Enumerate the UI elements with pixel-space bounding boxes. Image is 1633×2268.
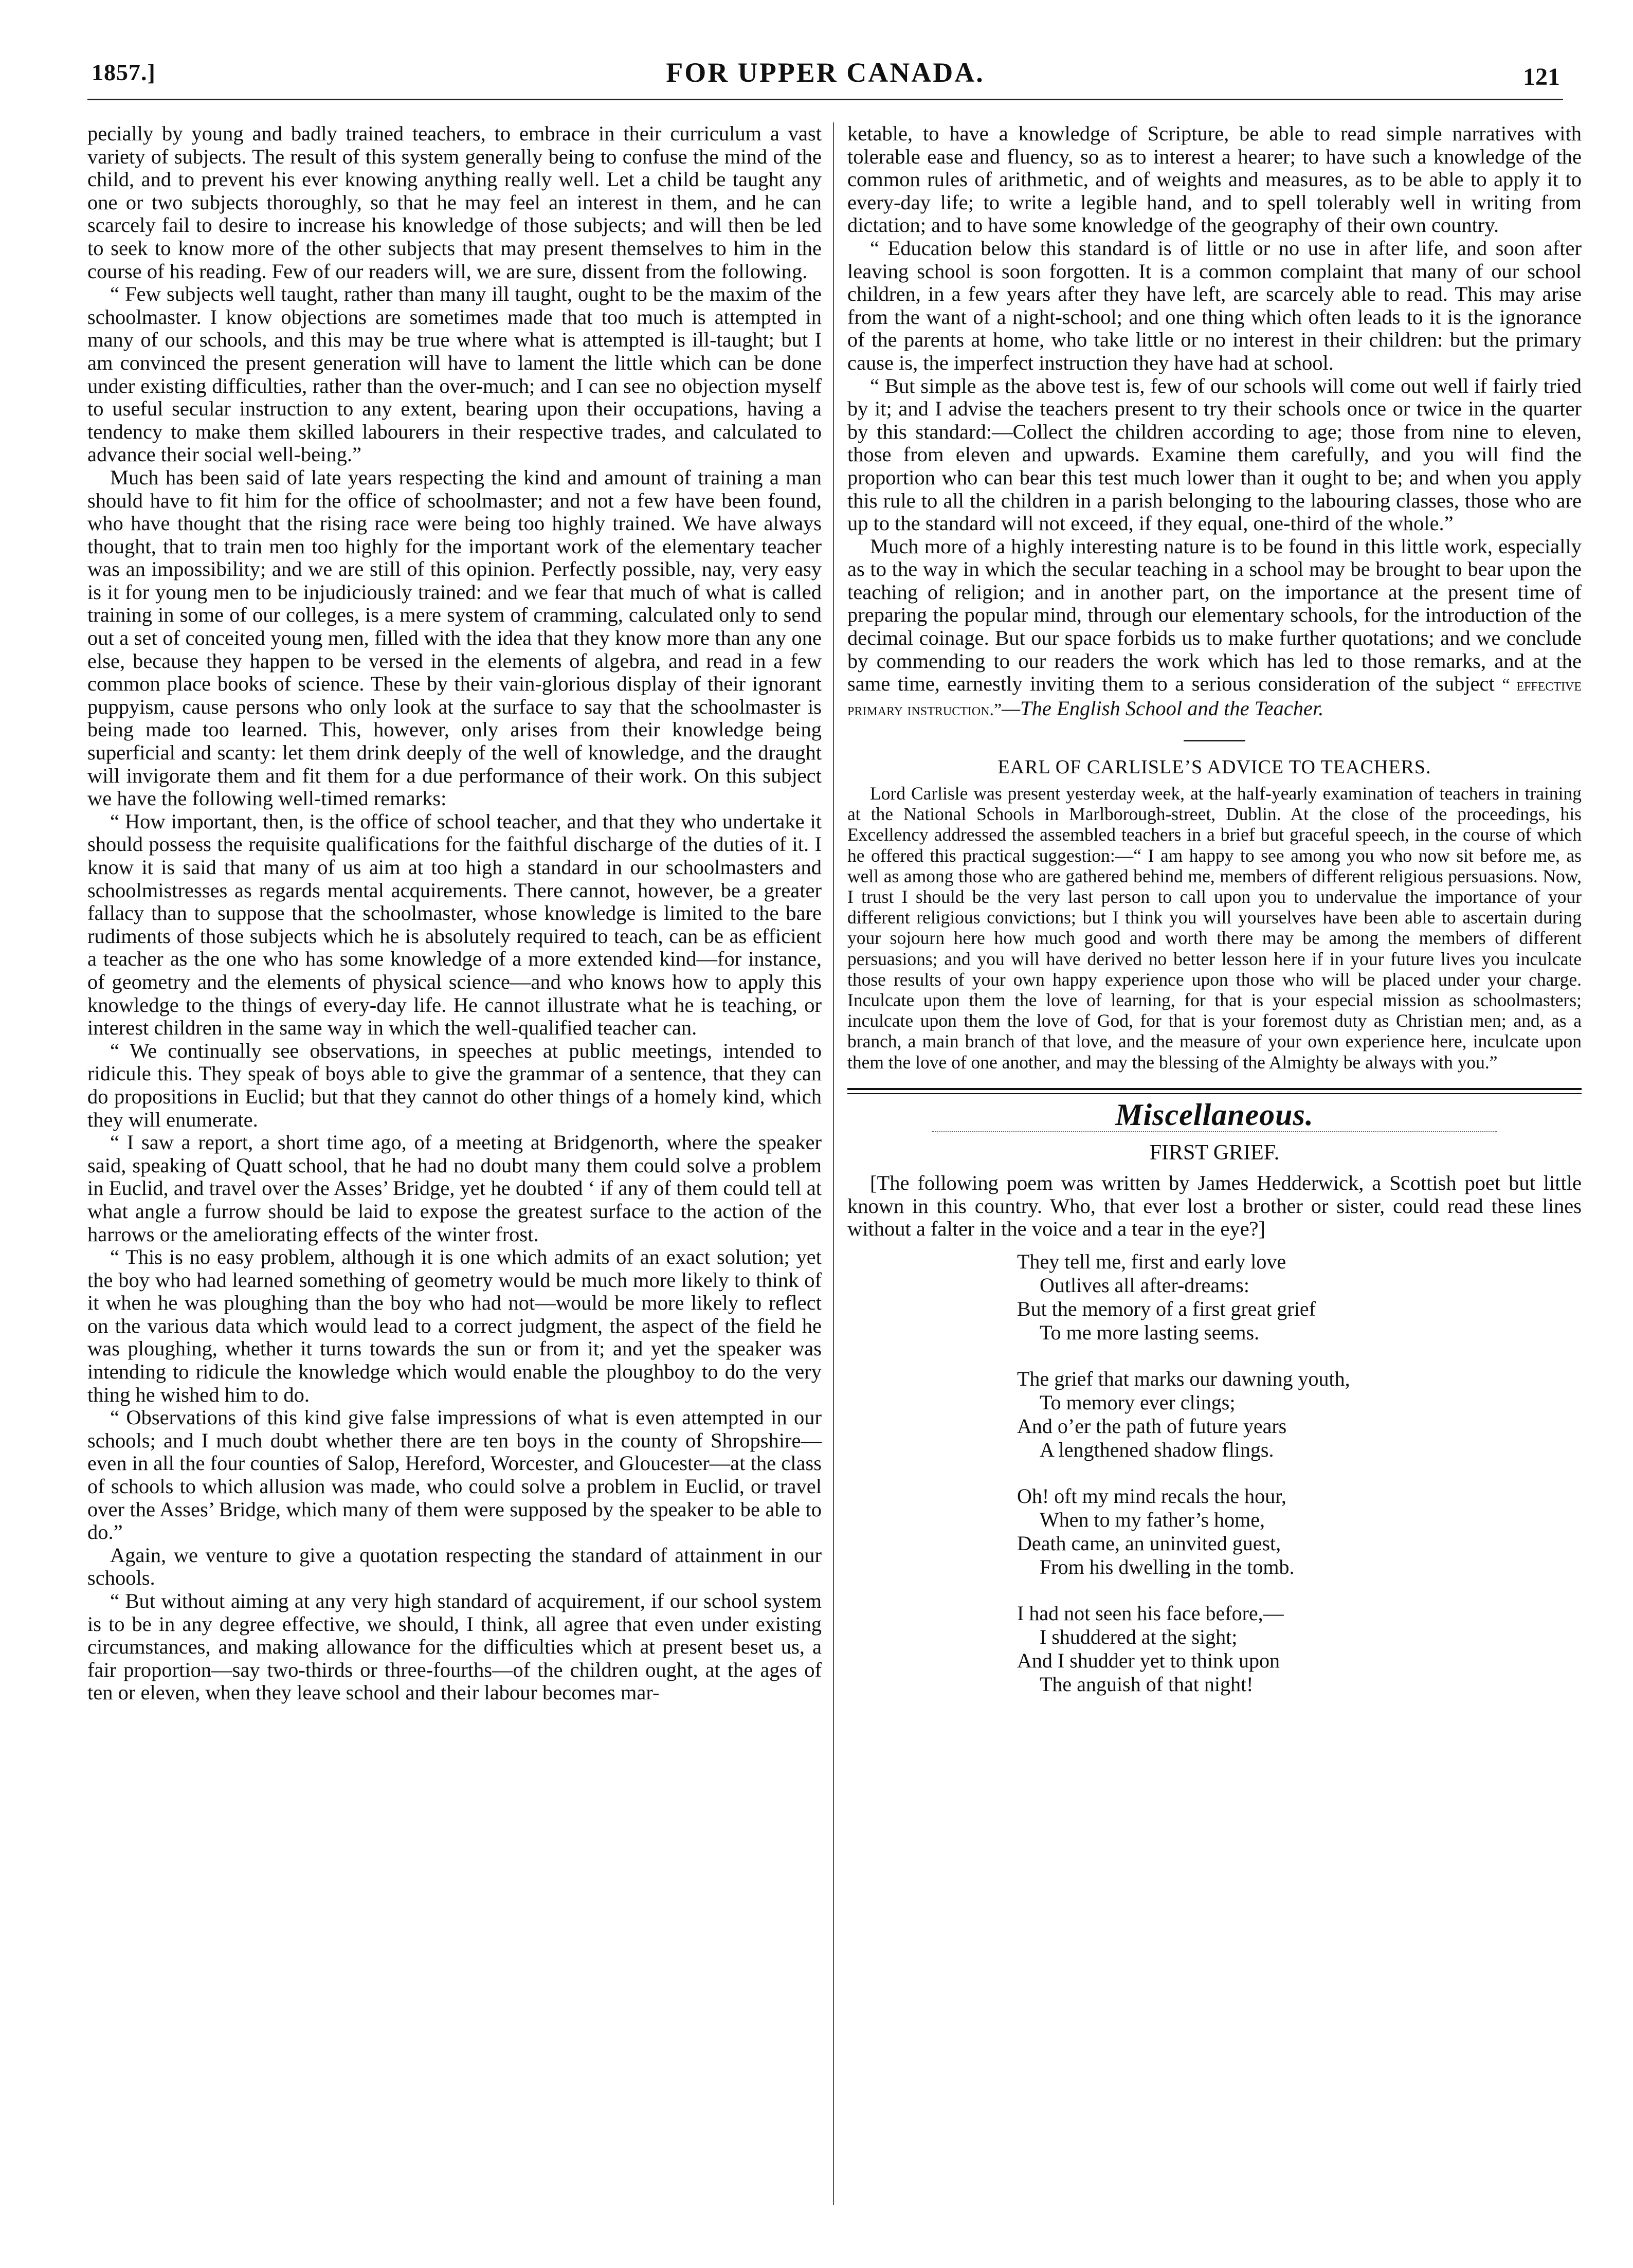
poem-line: And o’er the path of future years [1017, 1414, 1287, 1438]
poem-line: To memory ever clings; [1040, 1390, 1236, 1414]
poem-line: They tell me, first and early love [1017, 1249, 1286, 1273]
quote-paragraph: “ Education below this standard is of little or no use in after life, and soon after leaving school is soon forgotten. It is a common complaint that many of our school children, in a few years after they have left, are scarcely able to read. This may arise from the want of a night-school; and one thing which often leads to it is the ignorance of the parents at home, who take little or no interest in their children: but the primary cause is, the imperfect instruction they have had at school. [847, 236, 1582, 374]
poem-line: Death came, an uninvited guest, [1017, 1531, 1281, 1555]
poem-stanza [1017, 1367, 1582, 1462]
quote-paragraph: “ How important, then, is the office of school teacher, and that they who undertake it should possess the requisite qualifications for the faithful discharge of the duties of it. I know it is said that many of us aim at too high a standard in our schoolmasters and schoolmistresses as regards mental acquirements. There cannot, however, be a greater fallacy than to suppose that the schoolmaster, whose knowledge is limited to the bare rudiments of those subjects which he is absolutely required to teach, can be as efficient a teacher as the one who has some knowledge of a more extended kind—for instance, of geometry and the elements of physical science—and who knows how to apply this knowledge to the things of every-day life. He cannot illustrate what he is teaching, or interest children in the same way in which the well-qualified teacher can. [87, 809, 822, 1040]
poem-line: The grief that marks our dawning youth, [1017, 1367, 1350, 1390]
article-paragraph: Much has been said of late years respecting the kind and amount of training a man should have to fit him for the office of schoolmaster; and not a few have been found, who have thought that the rising race were being too highly trained. We have always thought, that to train men too highly for the important work of the elementary teacher was an impossibility; and we are still of this opinion. Perfectly possible, nay, very easy is it for young men to be injudiciously trained: and we fear that much of what is called training in some of our colleges, is a mere system of cramming, calculated only to send out a set of conceited young men, filled with the idea that they know more than any one else, because they happen to be versed in the elements of algebra, and read in a few common place books of science. These by their vain-glorious display of their ignorant puppyism, cause persons who only look at the surface to say that the schoolmaster is being made too learned. This, however, only arises from their knowledge being superficial and scanty: let them drink deeply of the well of knowledge, and the draught will invigorate them and fit them for a due performance of their work. On this subject we have the following well-timed remarks: [87, 465, 822, 810]
double-rule [847, 1088, 1582, 1094]
right-column [847, 122, 1582, 1719]
poem-line: I shuddered at the sight; [1040, 1625, 1238, 1648]
quote-paragraph: “ This is no easy problem, although it is one which admits of an exact solution; yet the boy who had learned something of geometry would be much more likely to think of it when he was ploughing than the boy who had not—would be more likely to reflect on the various data which would lead to a correct judgment, the aspect of the field he was ploughing, whether it turns towards the sun or from it; and yet the speaker was intending to ridicule the knowledge which would enable the ploughboy to do the very thing he wished him to do. [87, 1245, 822, 1406]
quote-paragraph: “ But simple as the above test is, few of our schools will come out well if fairly tried by it; and I advise the teachers present to try their schools once or twice in the quarter by this standard:—Collect the children according to age; those from nine to eleven, those from eleven and upwards. Examine them carefully, and you will find the proportion who can bear this test much lower than it ought to be; and when you apply this rule to all the children in a parish belonging to the labouring classes, those who are up to the standard will not exceed, if they equal, one-third of the whole.” [847, 374, 1582, 535]
poem-line: The anguish of that night! [1040, 1672, 1254, 1696]
carlisle-paragraph: Lord Carlisle was present yesterday week, at the half-yearly examination of teachers in training at the National Schools in Marlborough-street, Dublin. At the close of the proceedings, his Excellency addressed the assembled teachers in a brief but graceful speech, in the course of which he offered this practical suggestion:—“ I am happy to see among you who now sit before me, as well as among those who are gathered behind me, members of different religious persuasions. Now, I trust I should be the very last person to call upon you to undervalue the importance of your different religious convictions; but I think you will yourselves have been able to ascertain during your sojourn here how much good and worth there may be among the members of different persuasions; and you will have derived no better lesson here if in your future lives you inculcate those results of your own happy experience upon those who will be placed under your charge. Inculcate upon them the love of learning, for that is your especial mission as schoolmasters; inculcate upon them the love of God, for that is your foremost duty as Christian men; and, as a branch, a main branch of that love, and the measure of your own experience here, inculcate upon them the love of one another, and may the blessing of the Almighty be always with you.” [847, 783, 1582, 1073]
page-header [87, 45, 1563, 92]
quote-paragraph: ketable, to have a knowledge of Scripture, be able to read simple narratives with tolerable ease and fluency, so as to interest a hearer; to have such a knowledge of the common rules of arithmetic, and of weights and measures, as to be able to apply it to every-day life; to write a legible hand, and to spell tolerably well in writing from dictation; and to have some knowledge of the geography of their own country. [847, 122, 1582, 237]
poem-stanza [1017, 1484, 1582, 1579]
poem-intro: [The following poem was written by James Hedderwick, a Scottish poet but little known in this country. Who, that ever lost a brother or sister, could read these lines without a falter in the voice and a tear in the eye?] [847, 1171, 1582, 1241]
header-year: 1857.] [92, 59, 156, 85]
poem-stanza [1017, 1250, 1582, 1345]
poem-line: A lengthened shadow flings. [1040, 1438, 1274, 1461]
poem-title: FIRST GRIEF. [1149, 1141, 1280, 1165]
poem-line: To me more lasting seems. [1040, 1320, 1260, 1344]
quote-paragraph: “ We continually see observations, in speeches at public meetings, intended to ridicule this. They speak of boys able to give the grammar of a sentence, that they can do propositions in Euclid; but that they cannot do other things of a homely kind, which they will enumerate. [87, 1039, 822, 1131]
miscellaneous-title: Miscellaneous. [1115, 1097, 1314, 1132]
poem-line: When to my father’s home, [1040, 1508, 1265, 1531]
subject-smallcaps: “ effective primary instruction.” [847, 676, 1582, 719]
article-paragraph: pecially by young and badly trained teachers, to embrace in their curriculum a vast variety of subjects. The result of this system generally being to confuse the mind of the child, and to prevent his ever knowing anything really well. Let a child be taught any one or two subjects thoroughly, so that he may feel an interest in them, and he can scarcely fail to desire to increase his knowledge of those subjects; and will then be led to seek to know more of the other subjects that may present themselves to him in the course of his reading. Few of our readers will, we are sure, dissent from the following. [87, 122, 822, 283]
source-citation: —The English School and the Teacher. [1002, 696, 1324, 720]
quote-paragraph: “ Few subjects well taught, rather than many ill taught, ought to be the maxim of the schoolmaster. I know objections are sometimes made that too much is attempted in many of our schools, and this may be true where what is attempted is ill-taught; but I am convinced the present generation will have to lament the little which can be done under existing difficulties, rather than the over-much; and I can see no objection myself to useful secular instruction to any extent, bearing upon their occupations, having a tendency to make them skilled labourers in their respective trades, and calculated to advance their social well-being.” [87, 282, 822, 466]
page-number: 121 [1523, 63, 1560, 90]
poem-line: And I shudder yet to think upon [1017, 1648, 1280, 1672]
running-title: FOR UPPER CANADA. [666, 57, 985, 88]
section-rule [1184, 740, 1245, 741]
article-closing-paragraph [847, 535, 1582, 722]
poem-line: From his dwelling in the tomb. [1040, 1555, 1295, 1578]
quote-paragraph: “ Observations of this kind give false impressions of what is even attempted in our schools; and I much doubt whether there are ten boys in the county of Shropshire—even in all the four counties of Salop, Hereford, Worcester, and Gloucester—at the class of schools to which allusion was made, who could solve a problem in Euclid, or travel over the Asses’ Bridge, which many of them were supposed by the speaker to be able to do.” [87, 1406, 822, 1544]
poem-line: Outlives all after-dreams: [1040, 1273, 1249, 1297]
header-rule [87, 99, 1563, 100]
quote-paragraph: “ I saw a report, a short time ago, of a meeting at Bridgenorth, where the speaker said, speaking of Quatt school, that he had no doubt many them could solve a problem in Euclid, and travel over the Asses’ Bridge, yet he doubted ‘ if any of them could tell at what angle a furrow should be laid to expose the greatest surface to the action of the harrows or the ameliorating effects of the winter frost. [87, 1131, 822, 1246]
column-divider [833, 122, 834, 2205]
poem-stanza [1017, 1602, 1582, 1696]
poem-line: I had not seen his face before,— [1017, 1601, 1284, 1625]
poem-line: Oh! oft my mind recals the hour, [1017, 1484, 1286, 1508]
left-column [87, 122, 822, 1704]
carlisle-heading: EARL OF CARLISLE’S ADVICE TO TEACHERS. [997, 756, 1431, 778]
closing-text: Much more of a highly interesting nature is to be found in this little work, especially as to the way in which the secular teaching in a school may be brought to bear upon the teaching of religion; and in another part, on the importance at the present time of preparing the popular mind, through our elementary schools, for the introduction of the decimal coinage. But our space forbids us to make further quotations; and we conclude by commending to our readers the work which has led to those remarks, and at the same time, earnestly inviting them to a serious consideration of the subject [847, 534, 1582, 696]
poem-line: But the memory of a first great grief [1017, 1297, 1316, 1320]
quote-paragraph: “ But without aiming at any very high standard of acquirement, if our school system is to be in any degree effective, we should, I think, all agree that even under existing circumstances, and making allowance for the difficulties which at present beset us, a fair proportion—say two-thirds or three-fourths—of the children ought, at the ages of ten or eleven, when they leave school and their labour becomes mar- [87, 1589, 822, 1704]
poem [1017, 1250, 1582, 1696]
article-paragraph: Again, we venture to give a quotation respecting the standard of attainment in our schools. [87, 1543, 822, 1590]
